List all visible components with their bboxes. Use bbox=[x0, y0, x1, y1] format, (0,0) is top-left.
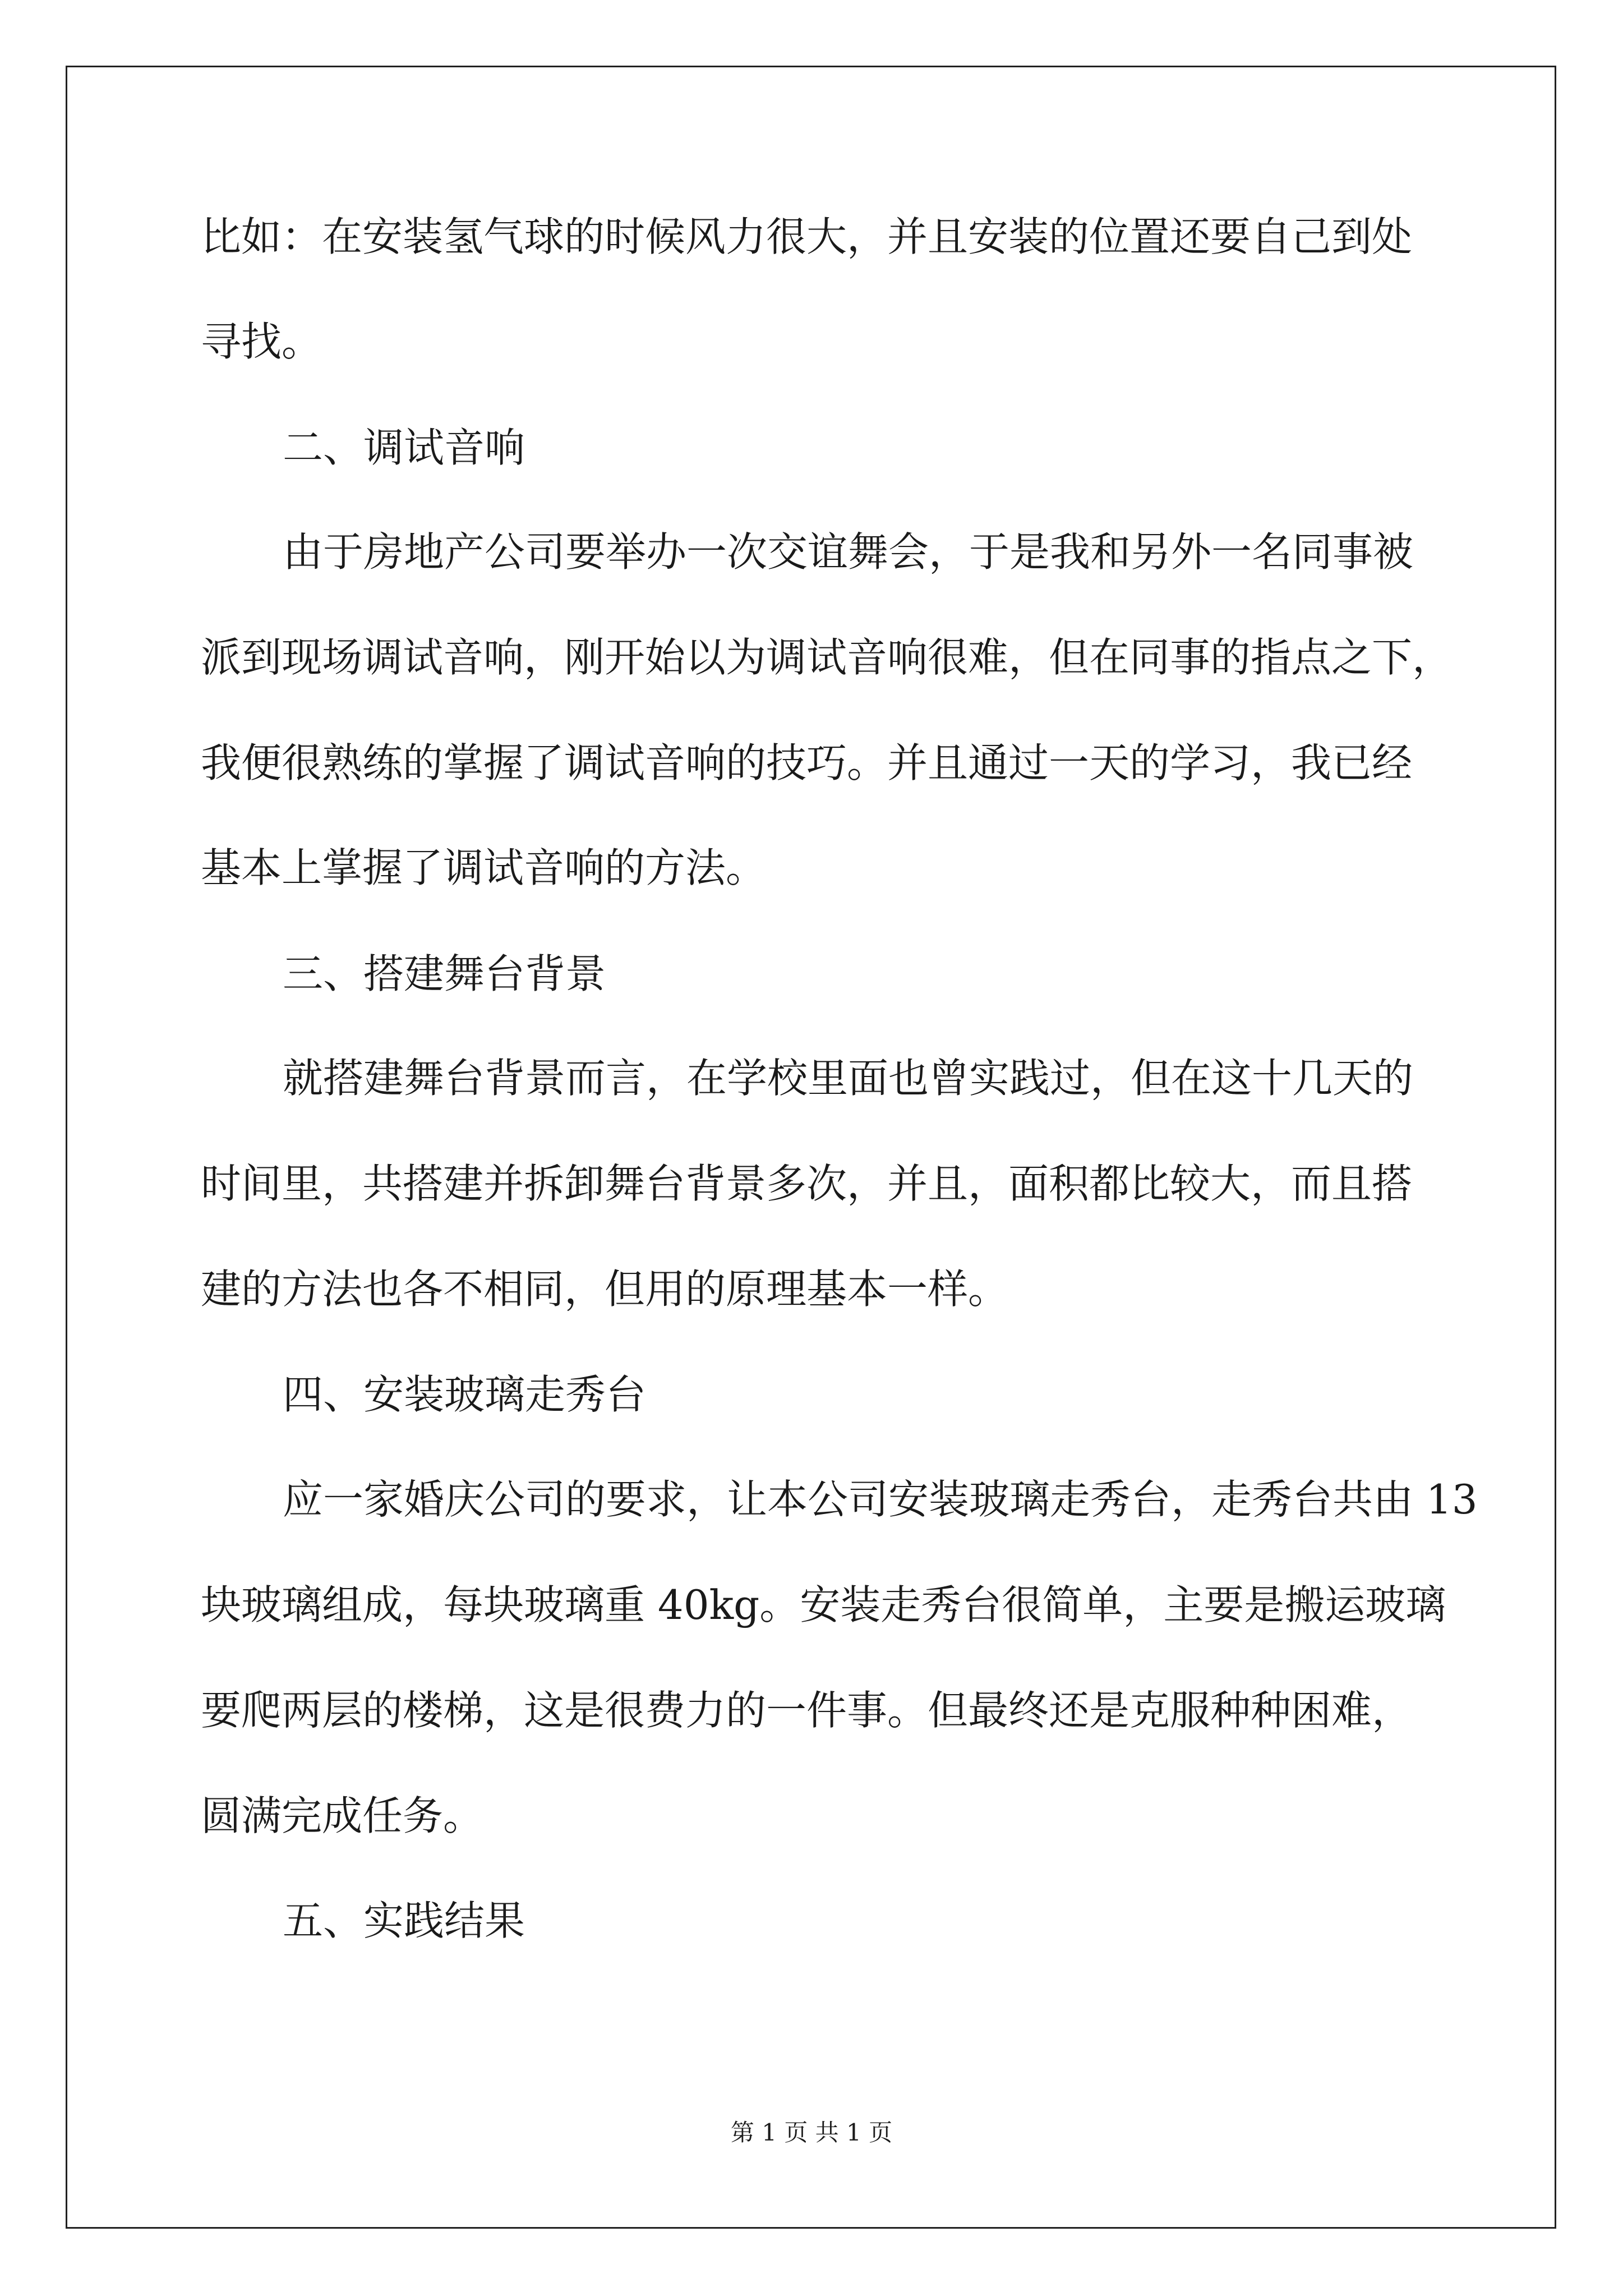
paragraph-line: 块玻璃组成，每块玻璃重 40kg。安装走秀台很简单，主要是搬运玻璃 bbox=[201, 1581, 1446, 1628]
section-heading: 三、搭建舞台背景 bbox=[283, 950, 606, 997]
page-number: 第 1 页 共 1 页 bbox=[730, 2119, 893, 2146]
paragraph-line: 派到现场调试音响，刚开始以为调试音响很难，但在同事的指点之下， bbox=[201, 634, 1453, 681]
section-heading: 二、调试音响 bbox=[283, 424, 525, 471]
paragraph-line: 我便很熟练的掌握了调试音响的技巧。并且通过一天的学习，我已经 bbox=[201, 739, 1413, 786]
paragraph-line: 由于房地产公司要举办一次交谊舞会，于是我和另外一名同事被 bbox=[283, 528, 1414, 576]
paragraph-line: 应一家婚庆公司的要求，让本公司安装玻璃走秀台，走秀台共由 13 bbox=[283, 1476, 1478, 1523]
paragraph-line: 时间里，共搭建并拆卸舞台背景多次，并且，面积都比较大，而且搭 bbox=[201, 1160, 1413, 1207]
paragraph-line: 寻找。 bbox=[201, 318, 322, 365]
section-heading: 五、实践结果 bbox=[283, 1897, 525, 1944]
paragraph-line: 就搭建舞台背景而言，在学校里面也曾实践过，但在这十几天的 bbox=[283, 1055, 1414, 1102]
paragraph-line: 建的方法也各不相同，但用的原理基本一样。 bbox=[201, 1266, 1009, 1313]
paragraph-line: 要爬两层的楼梯，这是很费力的一件事。但最终还是克服种种困难， bbox=[201, 1687, 1413, 1734]
paragraph-line: 比如：在安装氢气球的时候风力很大，并且安装的位置还要自己到处 bbox=[201, 213, 1413, 260]
section-heading: 四、安装玻璃走秀台 bbox=[283, 1371, 647, 1418]
paragraph-line: 基本上掌握了调试音响的方法。 bbox=[201, 844, 767, 891]
paragraph-line: 圆满完成任务。 bbox=[201, 1792, 484, 1839]
